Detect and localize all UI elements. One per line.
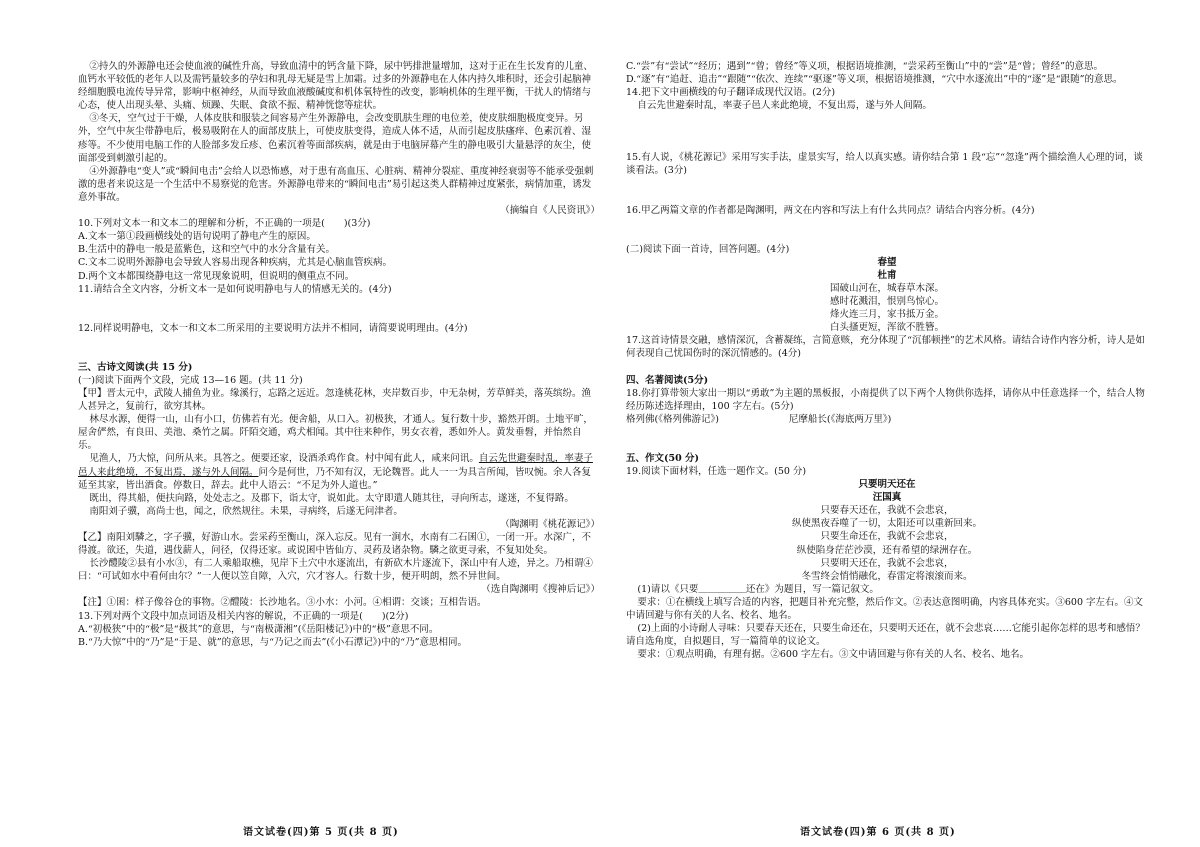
section-5-heading: 五、作文(50 分) [626, 452, 700, 464]
writing-task-2: (2)上面的小诗耐人寻味：只要春天还在，只要生命还在，只要明天还在，就不会悲哀……它能引起你怎样的思考和感悟？请自选角度，自拟题目，写一篇简单的议论文。 [626, 623, 1145, 648]
passage-jia-text: 问今是何世，乃不知有汉，无论魏晋。此人一一为具言所闻，皆叹惋。余人各复延至其家，皆出酒食。停数日，辞去。此中人语云：“不足为外人道也。” [78, 466, 592, 491]
question-10-option-b: B.生活中的静电一般是蓝紫色，这和空气中的水分含量有关。 [78, 244, 336, 256]
question-13-option-c: C.“尝”有“尝试”“经历；遇到”“曾；曾经”等义项，根据语境推测，“尝采药至衡山”中的“尝”是“曾；曾经”的意思。 [626, 61, 1103, 72]
question-12: 12.同样说明静电，文本一和文本二所采用的主要说明方法并不相同，请简要说明理由。(4分) [78, 322, 468, 334]
poem-author: 杜甫 [877, 269, 897, 281]
question-15: 15.有人说，《桃花源记》采用写实手法，虚景实写，给人以真实感。请你结合第 1 段“忘”“忽逢”两个描绘渔人心理的词，谈谈看法。(3分) [626, 152, 1143, 177]
subsection-2-heading: (二)阅读下面一首诗，回答问题。(4分) [626, 243, 790, 255]
question-11: 11.请结合全文内容，分析文本一是如何说明静电与人的情感无关的。(4分) [78, 283, 392, 295]
question-13: 13.下列对两个文段中加点词语及相关内容的解说，不正确的一项是( )(2分) [78, 610, 409, 622]
left-column [78, 60, 600, 649]
poem-line: 感时花溅泪，恨别鸟惊心。 [829, 296, 944, 308]
writing-poem-author: 汪国真 [872, 492, 902, 504]
passage-jia-paragraph-3 [78, 452, 600, 491]
writing-poem-line: 只要明天还在，我就不会悲哀， [820, 557, 954, 569]
writing-poem-line: 只要春天还在，我就不会悲哀， [820, 505, 954, 517]
page-footer-left: 语文试卷(四)第 5 页(共 8 页) [243, 827, 399, 838]
writing-poem-line: 纵使黑夜吞噬了一切，太阳还可以重新回来。 [791, 518, 982, 530]
writing-poem-line: 纵使陷身茫茫沙漠，还有希望的绿洲存在。 [796, 544, 978, 556]
question-18: 18.你打算带领大家出一期以“勇敢”为主题的黑板报，小南提供了以下两个人物供你选择，请你从中任意选择一个，结合人物经历陈述选择理由，100 字左右。(5分) [626, 387, 1145, 412]
poem-line: 烽火连三月，家书抵万金。 [829, 309, 944, 321]
annotations: 【注】①囷：样子像谷仓的事物。②醴陵：长沙地名。③小水：小河。④相谓：交谈；互相告语。 [78, 597, 487, 609]
right-column [626, 60, 1148, 661]
source-note-3: （选自陶渊明《搜神后记》） [481, 584, 600, 596]
writing-task-1: (1)请以《只要＿＿＿＿＿还在》为题目，写一篇记叙文。 [637, 583, 879, 595]
question-14-sentence: 自云先世避秦时乱，率妻子邑人来此绝境，不复出焉，遂与外人间隔。 [637, 100, 932, 112]
writing-poem-title: 只要明天还在 [858, 479, 916, 491]
passage-yi-paragraph-1: 【乙】南阳刘驎之，字子骥，好游山水。尝采药至衡山，深入忘反。见有一涧水，水南有二石囷①，一闭一开。水深广，不得渡。欲还，失道，遇伐薪人，问径，仅得还家。或说囷中皆仙方、灵药及诸杂物。驎之欲更寻索，不复知处矣。 [78, 532, 592, 557]
passage-jia-paragraph-1: 【甲】晋太元中，武陵人捕鱼为业。缘溪行，忘路之远近。忽逢桃花林，夹岸数百步，中无杂树，芳草鲜美，落英缤纷。渔人甚异之，复前行，欲穷其林。 [78, 387, 592, 413]
poem-line: 白头搔更短，浑欲不胜簪。 [829, 322, 944, 334]
subsection-1-heading: (一)阅读下面两个文段，完成 13—16 题。(共 11 分) [78, 374, 303, 386]
writing-poem-line: 只要生命还在，我就不会悲哀， [820, 531, 954, 543]
choice-gulliver: 格列佛(《格列佛游记》) [626, 413, 719, 425]
passage-jia-text: 见渔人，乃大惊，问所从来。具答之。便要还家，设酒杀鸡作食。村中闻有此人，咸来问讯。 [89, 453, 479, 465]
question-13-option-b: B.“乃大惊”中的“乃”是“于是、就”的意思，与“乃记之而去”(《小石潭记》)中的“乃”意思相同。 [78, 636, 467, 648]
underlined-sentence: 自云先世避秦时乱，率妻子邑人来此绝境，不复出焉，遂与外人间隔。 [78, 453, 593, 478]
question-10-option-c: C.文本二说明外源静电会导致人容易出现各种疾病，尤其是心脑血管疾病。 [78, 257, 392, 269]
writing-poem-line: 冬雪终会悄悄融化，春雷定将滚滚而来。 [801, 570, 973, 582]
writing-task-1-requirements: 要求：①在横线上填写合适的内容，把题目补充完整，然后作文。②表达意图明确，内容具体充实。③600 字左右。④文中请回避与你有关的人名、校名、地名。 [626, 596, 1144, 621]
question-10: 10.下列对文本一和文本二的理解和分析，不正确的一项是( )(3分) [78, 218, 371, 230]
question-13-option-d: D.“逐”有“追赶、追击”“跟随”“依次、连续”“驱逐”等义项，根据语境推测，“穴中水逐流出”中的“逐”是“跟随”的意思。 [626, 74, 1123, 86]
passage-jia-paragraph-2: 林尽水源，便得一山，山有小口，仿佛若有光。便舍船，从口入。初极狭，才通人。复行数十步，豁然开朗。土地平旷，屋舍俨然，有良田、美池、桑竹之属。阡陌交通，鸡犬相闻。其中往来种作，男女衣着，悉如外人。黄发垂髫，并怡然自乐。 [78, 414, 593, 452]
text2-paragraph-4: ④外源静电“变人”或“瞬间电击”会给人以恐怖感，对于患有高血压、心脏病、精神分裂症、重度神经衰弱等不能承受强刺激的患者来说这是一个生活中不易察觉的危害。外源静电带来的“瞬间电击”易引起这类人群精神过度紧张，病情加重，诱发意外事故。 [78, 165, 594, 203]
passage-jia-paragraph-4: 既出，得其船，便扶向路，处处志之。及郡下，诣太守，说如此。太守即遣人随其往，寻向所志，遂迷，不复得路。 [89, 492, 574, 504]
passage-jia-paragraph-5: 南阳刘子骥，高尚士也，闻之，欣然规往。未果，寻病终，后遂无问津者。 [89, 505, 403, 517]
question-14: 14.把下文中画横线的句子翻译成现代汉语。(2分) [626, 87, 836, 99]
text2-paragraph-2: ②持久的外源静电还会使血液的碱性升高，导致血清中的钙含量下降，尿中钙排泄量增加，这对于正在生长发育的儿童、血钙水平较低的老年人以及需钙量较多的孕妇和乳母无疑是雪上加霜。过多的外源静电在人体内持久堆积时，还会引起脑神经细胞膜电流传导异常，影响中枢神经，从而导致血液酸碱度和机体氧特性的改变，影响机体的生理平衡，干扰人的情绪与心态，使人出现头晕、头痛、烦躁、失眠、食欲不振、精神恍惚等症状。 [78, 61, 593, 112]
source-note-2: （陶渊明《桃花源记》） [500, 518, 600, 530]
passage-yi-paragraph-2: 长沙醴陵②县有小水③，有二人乘船取樵，见岸下土穴中水逐流出，有新砍木片逐流下，深山中有人迹，异之。乃相谓④曰：“可试如水中看何由尔？”一人便以笠自障，入穴，穴才容人。行数十步，便开明朗，然不异世间。 [78, 558, 593, 583]
question-16: 16.甲乙两篇文章的作者都是陶渊明，两文在内容和写法上有什么共同点？请结合内容分析。(4分) [626, 204, 1035, 216]
poem-line: 国破山河在，城春草木深。 [829, 282, 944, 294]
choice-nemo: 尼摩船长(《海底两万里》) [788, 413, 892, 425]
page-footer-right: 语文试卷(四)第 6 页(共 8 页) [800, 827, 956, 838]
poem-title: 春望 [877, 256, 897, 268]
question-10-option-a: A.文本一第①段画横线处的语句说明了静电产生的原因。 [78, 231, 316, 243]
source-note-1: （摘编自《人民资讯》） [500, 205, 600, 217]
text2-paragraph-3: ③冬天，空气过于干燥，人体皮肤和服装之间容易产生外源静电，会改变肌肤生理的电位差，使皮肤细胞极度变异。另外，空气中灰尘带静电后，极易吸附在人的面部皮肤上，可使皮肤变得，造成人体不适，从而引起皮肤瘙痒、色素沉着、湿疹等。不少使用电脑工作的人脸部多发丘疹、色素沉着等面部疾病，就是由于电脑屏幕产生的静电吸引大量悬浮的灰尘，使面部受到刺激引起的。 [78, 113, 592, 164]
question-10-option-d: D.两个文本都围绕静电这一常见现象说明，但说明的侧重点不同。 [78, 270, 355, 282]
question-18-choices [626, 413, 1148, 426]
question-13-option-a: A.“初极狭”中的“极”是“极其”的意思，与“南极潇湘”(《岳阳楼记》)中的“极”意思不同。 [78, 623, 439, 635]
question-17: 17.这首诗情景交融，感情深沉，含蓄凝练，言简意赅，充分体现了“沉郁顿挫”的艺术风格。请结合诗作内容分析，诗人是如何表现自己忧国伤时的深沉情感的。(4分) [626, 335, 1145, 360]
writing-task-2-requirements: 要求：①观点明确，有理有据。②600 字左右。③文中请回避与你有关的人名、校名、地名。 [637, 649, 1030, 661]
question-19: 19.阅读下面材料，任选一题作文。(50 分) [626, 465, 807, 477]
section-4-heading: 四、名著阅读(5分) [626, 374, 709, 386]
section-3-heading: 三、古诗文阅读(共 15 分) [78, 361, 193, 373]
